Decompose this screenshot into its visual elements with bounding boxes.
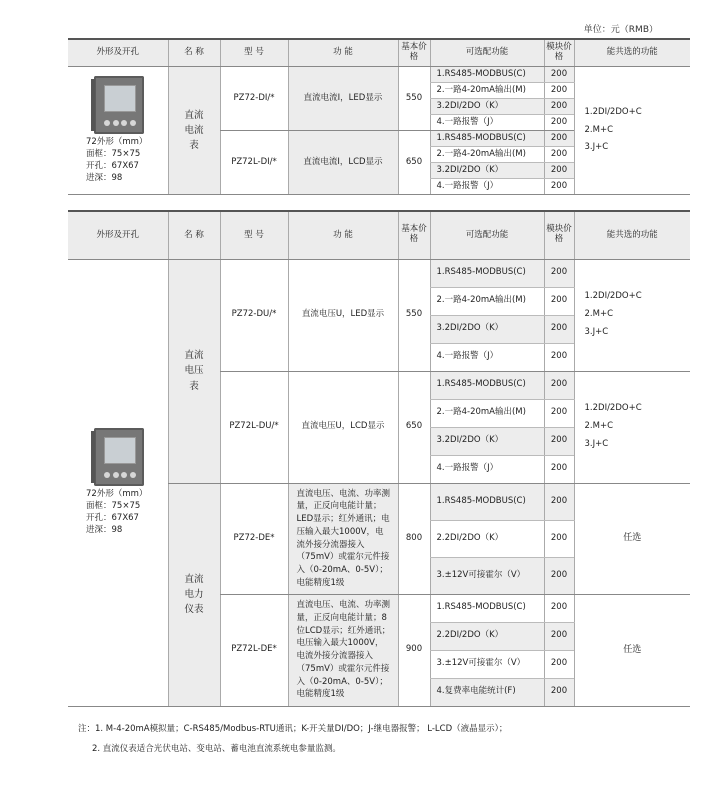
option-label: 1.RS485-MODBUS(C) <box>430 594 544 622</box>
model-cell: PZ72-DE* <box>220 483 288 594</box>
header-shape: 外形及开孔 <box>68 39 168 67</box>
option-label: 2.一路4-20mA输出(M) <box>430 147 544 163</box>
table-dc-voltage-power-meter <box>68 210 690 707</box>
base-price: 650 <box>398 371 430 483</box>
header-name: 名 称 <box>168 39 220 67</box>
header-name: 名 称 <box>168 211 220 259</box>
option-label: 3.2DI/2DO（K） <box>430 315 544 343</box>
model-cell: PZ72L-DE* <box>220 594 288 706</box>
meter-image <box>94 428 144 486</box>
option-price: 200 <box>544 259 574 287</box>
shape-line: 72外形（mm） <box>86 489 148 500</box>
header-price: 基本价格 <box>398 211 430 259</box>
footnotes <box>78 720 507 759</box>
model-cell: PZ72-DI/* <box>220 67 288 131</box>
option-label: 4.一路报警（J） <box>430 343 544 371</box>
shape-line: 进深：98 <box>86 172 123 183</box>
option-price: 200 <box>544 455 574 483</box>
option-label: 1.RS485-MODBUS(C) <box>430 131 544 147</box>
option-price: 200 <box>544 67 574 83</box>
function-cell: 直流电流I，LCD显示 <box>288 131 398 195</box>
shared-functions: 1.2DI/2DO+C 2.M+C 3.J+C <box>574 371 690 483</box>
header-function: 功 能 <box>288 211 398 259</box>
header-model: 型 号 <box>220 39 288 67</box>
product-name: 直流电压表 <box>168 259 220 483</box>
header-shape: 外形及开孔 <box>68 211 168 259</box>
header-shared: 能共选的功能 <box>574 39 690 67</box>
option-price: 200 <box>544 483 574 520</box>
option-label: 3.2DI/2DO（K） <box>430 427 544 455</box>
option-price: 200 <box>544 147 574 163</box>
option-label: 4.一路报警（J） <box>430 115 544 131</box>
shared-functions: 任选 <box>574 594 690 706</box>
option-label: 4.一路报警（J） <box>430 179 544 195</box>
option-price: 200 <box>544 115 574 131</box>
option-price: 200 <box>544 650 574 678</box>
option-price: 200 <box>544 557 574 594</box>
shape-line: 开孔：67X67 <box>86 161 139 171</box>
base-price: 550 <box>398 67 430 131</box>
option-price: 200 <box>544 131 574 147</box>
shape-cell <box>68 259 168 706</box>
option-label: 3.2DI/2DO（K） <box>430 163 544 179</box>
option-price: 200 <box>544 520 574 557</box>
option-label: 2.一路4-20mA输出(M) <box>430 399 544 427</box>
option-label: 1.RS485-MODBUS(C) <box>430 483 544 520</box>
header-model: 型 号 <box>220 211 288 259</box>
function-cell: 直流电压U，LCD显示 <box>288 371 398 483</box>
option-label: 3.±12V可接霍尔（V） <box>430 650 544 678</box>
model-cell: PZ72L-DI/* <box>220 131 288 195</box>
shape-line: 开孔：67X67 <box>86 513 139 523</box>
base-price: 550 <box>398 259 430 371</box>
option-price: 200 <box>544 315 574 343</box>
function-cell: 直流电压、电流、功率测量，正反向电能计量；LED显示；红外通讯；电压输入最大1000V，电流外接分流器接入（75mV）或霍尔元件接入（0-20mA、0-5V）；电能精度1级 <box>288 483 398 594</box>
shared-functions: 1.2DI/2DO+C 2.M+C 3.J+C <box>574 67 690 195</box>
header-shared: 能共选的功能 <box>574 211 690 259</box>
footnote-2: 2. 直流仪表适合光伏电站、变电站、蓄电池直流系统电参量监测。 <box>92 743 341 754</box>
base-price: 650 <box>398 131 430 195</box>
meter-image <box>94 76 144 134</box>
header-function: 功 能 <box>288 39 398 67</box>
shape-line: 面框：75×75 <box>86 149 141 160</box>
header-module-price: 模块价格 <box>544 39 574 67</box>
footnote-1: 注：1. M-4-20mA模拟量；C-RS485/Modbus-RTU通讯；K-开关量DI/DO；J-继电器报警； L-LCD（液晶显示）； <box>78 724 508 734</box>
table-dc-current-meter <box>68 38 690 195</box>
option-price: 200 <box>544 179 574 195</box>
option-label: 4.一路报警（J） <box>430 455 544 483</box>
shape-line: 进深：98 <box>86 524 123 535</box>
base-price: 900 <box>398 594 430 706</box>
function-cell: 直流电流I，LED显示 <box>288 67 398 131</box>
shape-line: 面框：75×75 <box>86 501 141 512</box>
option-label: 3.2DI/2DO（K） <box>430 99 544 115</box>
shape-cell <box>68 67 168 195</box>
header-options: 可选配功能 <box>430 211 544 259</box>
option-label: 2.2DI/2DO（K） <box>430 622 544 650</box>
option-price: 200 <box>544 622 574 650</box>
shape-line: 72外形（mm） <box>86 137 148 148</box>
unit-label: 单位：元（RMB） <box>583 25 658 35</box>
header-module-price: 模块价格 <box>544 211 574 259</box>
option-price: 200 <box>544 399 574 427</box>
product-name: 直流电力仪表 <box>168 483 220 706</box>
option-label: 4.复费率电能统计(F) <box>430 678 544 706</box>
option-price: 200 <box>544 371 574 399</box>
model-cell: PZ72L-DU/* <box>220 371 288 483</box>
function-cell: 直流电压、电流、功率测量，正反向电能计量；8位LCD显示；红外通讯；电压输入最大1000V，电流外接分流器接入（75mV）或霍尔元件接入（0-20mA、0-5V）；电能精度1级 <box>288 594 398 706</box>
function-cell: 直流电压U，LED显示 <box>288 259 398 371</box>
option-label: 1.RS485-MODBUS(C) <box>430 67 544 83</box>
option-label: 3.±12V可接霍尔（V） <box>430 557 544 594</box>
option-price: 200 <box>544 83 574 99</box>
option-label: 1.RS485-MODBUS(C) <box>430 259 544 287</box>
header-price: 基本价格 <box>398 39 430 67</box>
option-label: 2.一路4-20mA输出(M) <box>430 83 544 99</box>
option-price: 200 <box>544 163 574 179</box>
shared-functions: 1.2DI/2DO+C 2.M+C 3.J+C <box>574 259 690 371</box>
option-price: 200 <box>544 427 574 455</box>
option-price: 200 <box>544 678 574 706</box>
model-cell: PZ72-DU/* <box>220 259 288 371</box>
option-label: 2.一路4-20mA输出(M) <box>430 287 544 315</box>
header-options: 可选配功能 <box>430 39 544 67</box>
option-label: 1.RS485-MODBUS(C) <box>430 371 544 399</box>
base-price: 800 <box>398 483 430 594</box>
option-label: 2.2DI/2DO（K） <box>430 520 544 557</box>
shared-functions: 任选 <box>574 483 690 594</box>
option-price: 200 <box>544 343 574 371</box>
option-price: 200 <box>544 594 574 622</box>
option-price: 200 <box>544 99 574 115</box>
product-name: 直流电流表 <box>168 67 220 195</box>
option-price: 200 <box>544 287 574 315</box>
